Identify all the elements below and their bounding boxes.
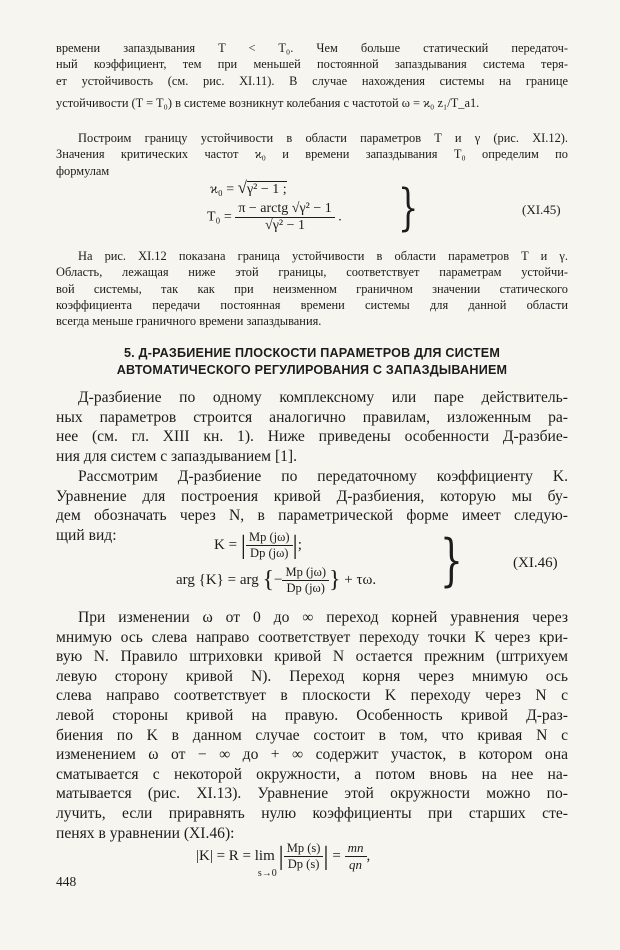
abs-bar: |	[292, 530, 298, 560]
paragraph-root-crossing	[56, 608, 568, 843]
right-brace: }	[398, 178, 419, 237]
eq46-arg-numerator: Mp (jω)	[285, 565, 326, 579]
eq45-t0-lhs: T₀ =	[207, 209, 232, 225]
eq-radius-lhs: |K| = R = lim	[196, 847, 275, 864]
text-line: ных параметров строится аналогично правилам, изложенным ра-	[56, 408, 568, 426]
text-line: На рис. XI.12 показана граница устойчивости в области параметров T и γ.	[78, 249, 568, 263]
abs-bar: |	[323, 841, 329, 871]
paragraph-d-partition-intro	[56, 388, 568, 466]
fraction	[235, 201, 334, 234]
text-line: формулам	[56, 163, 110, 178]
eq-radius-qn: qn	[345, 856, 367, 873]
text-line: Уравнение для построения кривой Д-разбиения, которую мы бу-	[56, 487, 568, 505]
eq46-arg-tail: + τω.	[344, 571, 377, 588]
equation-xi45-line1	[210, 178, 287, 198]
text-line: изменением ω от − ∞ до + ∞ содержит участок, в котором она	[56, 746, 568, 764]
left-brace: {	[262, 567, 274, 593]
paragraph-figure-xi12	[56, 248, 568, 329]
text-line: ный коэффициент, тем при меньшей постоянной запаздывания система теря-	[56, 57, 568, 72]
text-line: вую N. Правило штриховки кривой N остается прежним (штрихуем	[56, 648, 568, 666]
text-line: дем обозначать через N, в параметрической форме имеет следую-	[56, 507, 568, 525]
equation-xi46-line2	[176, 565, 376, 596]
text-line: слева направо соответствует в плоскости K переходу через N с	[56, 687, 568, 705]
equation-number-xi46: (XI.46)	[513, 555, 558, 571]
eq-radius-denominator: Dp (s)	[284, 856, 324, 872]
eq45-kappa0-lhs: ϰ₀ =	[210, 182, 235, 197]
sqrt-symbol: √	[237, 178, 247, 197]
text-line: При изменении ω от 0 до ∞ переход корней уравнения через	[78, 609, 568, 626]
text-line: коэффициента передачи постоянная времени системы для данной области	[56, 297, 568, 312]
limit-expression	[196, 847, 277, 879]
eq45-t0-denominator: √γ² − 1	[235, 217, 334, 234]
eq46-k-tail: ;	[297, 536, 302, 553]
right-brace: }	[440, 530, 463, 594]
text-line: мнимую ось слева направо соответствует переходу точки K через кри-	[56, 628, 568, 646]
eq45-t0-tail: .	[338, 209, 342, 225]
heading-line: 5. Д-РАЗБИЕНИЕ ПЛОСКОСТИ ПАРАМЕТРОВ ДЛЯ СИСТЕМ	[123, 346, 501, 360]
eq46-k-lhs: K =	[214, 536, 238, 553]
text-line: нее (см. гл. XIII кн. 1). Ниже приведены особенности Д-разбие-	[56, 428, 568, 446]
text-line: лучить, если приравнять нулю коэффициенты при старших сте-	[56, 804, 568, 822]
heading-line: АВТОМАТИЧЕСКОГО РЕГУЛИРОВАНИЯ С ЗАПАЗДЫВАНИЕМ	[116, 363, 508, 377]
fraction	[284, 841, 324, 872]
abs-bar: |	[278, 841, 284, 871]
text-line: щий вид:	[56, 526, 117, 544]
text-line: ния для систем с запаздыванием [1].	[56, 447, 298, 465]
eq46-arg-lhs: arg {K} = arg	[176, 571, 259, 588]
text-line: матывается (рис. XI.13). Уравнение этой окружности можно по-	[56, 785, 568, 803]
eq45-kappa0-rhs: γ² − 1 ;	[246, 182, 287, 197]
equation-xi46-line1	[214, 530, 302, 561]
text-line: биения по K в данном случае состоит в том, что кривая N с	[56, 726, 568, 744]
eq45-t0-numerator: π − arctg √γ² − 1	[238, 201, 332, 216]
eq46-arg-denominator: Dp (jω)	[282, 580, 329, 596]
fraction	[345, 840, 367, 873]
text-line: Значения критических частот ϰ₀ и времени запаздывания T₀ определим по	[56, 147, 568, 162]
text-line: устойчивости (T = T₀) в системе возникнут колебания с частотой ω = ϰ₀ z₁/T_a1.	[56, 95, 480, 110]
equals-sign: =	[332, 848, 341, 864]
limit-subscript: s→0	[257, 867, 277, 879]
abs-bar: |	[240, 530, 247, 560]
fraction	[246, 530, 293, 561]
text-line: вой системы, так как при неизменном граничном значении статического	[56, 281, 568, 296]
text-line: Построим границу устойчивости в области параметров T и γ (рис. XI.12).	[78, 131, 568, 145]
text-line: сматывается с некоторой окружности, а потом вновь на нее на-	[56, 765, 568, 783]
fraction	[282, 565, 329, 596]
eq-radius-numerator: Mp (s)	[286, 841, 321, 855]
text-line: Область, лежащая ниже этой границы, соответствует параметрам устойчи-	[56, 265, 568, 280]
equation-xi45-line2	[207, 201, 342, 234]
text-line: ет устойчивость (см. рис. XI.11). В случае нахождения системы на границе	[56, 73, 568, 88]
eq-radius-tail: ,	[366, 848, 371, 864]
page-number: 448	[56, 874, 77, 889]
text-line: всегда меньше граничного времени запаздывания.	[56, 314, 322, 329]
text-line: времени запаздывания T < T₀. Чем больше статический передаточ-	[56, 41, 568, 55]
eq46-k-denominator: Dp (jω)	[246, 545, 293, 561]
equation-number-xi45: (XI.45)	[522, 202, 561, 217]
paragraph-boundary-construction	[56, 130, 568, 179]
text-line: Д-разбиение по одному комплексному или паре действитель-	[78, 389, 568, 406]
section-heading	[56, 345, 568, 379]
right-brace-small: }	[328, 567, 341, 593]
eq-radius-mn: mn	[347, 840, 364, 855]
text-line: Рассмотрим Д-разбиение по передаточному коэффициенту K.	[78, 468, 568, 485]
text-line: левой стороны кривой на правую. Особенность кривой Д-раз-	[56, 706, 568, 724]
minus-sign: −	[274, 572, 283, 588]
text-line: пенях в уравнении (XI.46):	[56, 824, 235, 842]
paragraph-stability-intro	[56, 40, 568, 111]
text-line: левую сторону кривой N). Переход корня через мнимую ось	[56, 667, 568, 685]
paragraph-d-partition-k	[56, 467, 568, 545]
eq46-k-numerator: Mp (jω)	[249, 530, 290, 544]
equation-circle-radius	[196, 840, 371, 879]
